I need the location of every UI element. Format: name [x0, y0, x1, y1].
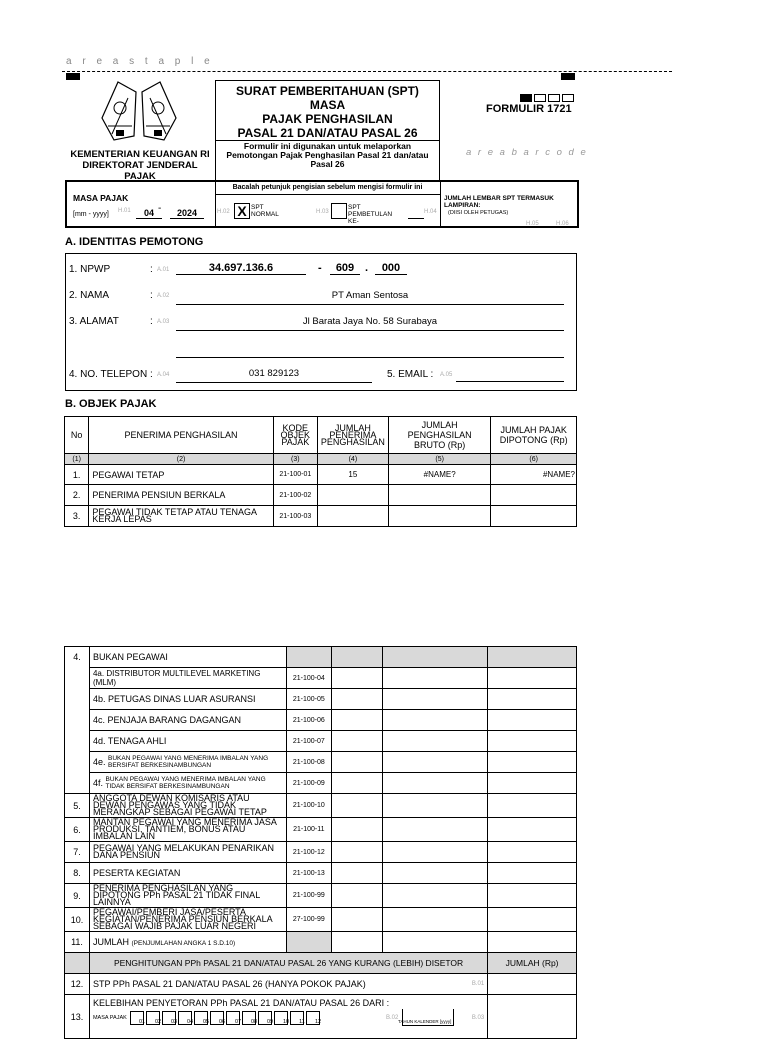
row-pajak[interactable]: [488, 884, 577, 908]
row-name-text: BUKAN PEGAWAI YANG MENERIMA IMBALAN YANG TIDAK BERSIFAT BERKESINAMBUNGAN: [105, 776, 266, 790]
calc-header: PENGHITUNGAN PPh PASAL 21 DAN/ATAU PASAL 26 YANG KURANG (LEBIH) DISETOR: [89, 953, 487, 974]
row-code: 21-100-05: [286, 689, 331, 710]
table-row-6: [65, 818, 577, 842]
jumlah-lembar-label: JUMLAH LEMBAR SPT TERMASUK LAMPIRAN:: [444, 195, 554, 209]
instruction-text: Bacalah petunjuk pengisian sebelum mengisi formulir ini: [232, 184, 423, 191]
row-no: 7.: [65, 842, 90, 863]
pembetulan-number-field[interactable]: [408, 218, 424, 219]
jumlah-note: (PENJUMLAHAN ANGKA 1 S.D.10): [131, 940, 236, 947]
row-code: 21-100-02: [273, 485, 317, 506]
month-num-12: 12: [314, 1019, 322, 1025]
row-bruto[interactable]: [388, 506, 491, 527]
month-num-08: 08: [250, 1019, 258, 1025]
month-num-09: 09: [266, 1019, 274, 1025]
row-name: [89, 668, 286, 689]
row-bruto-gray: [382, 647, 488, 668]
month-num-10: 10: [282, 1019, 290, 1025]
code-h06: H.06: [556, 221, 569, 227]
colnum-3: (3): [273, 454, 317, 465]
column-number-row: [65, 454, 577, 465]
table-row-4f: [65, 773, 577, 794]
table-row-10: [65, 908, 577, 932]
email-field[interactable]: [456, 381, 564, 382]
npwp-mid-field[interactable]: 609: [330, 262, 360, 275]
row-bruto[interactable]: [382, 842, 488, 863]
row-code: 27-100-99: [286, 908, 331, 932]
row-code: 21-100-06: [286, 710, 331, 731]
row-bruto[interactable]: [382, 932, 488, 953]
row-no: 6.: [65, 818, 90, 842]
row-bruto[interactable]: [382, 731, 488, 752]
objek-pajak-table-top: [64, 416, 577, 527]
month-num-11: 11: [299, 1019, 305, 1025]
alamat-colon: :: [150, 316, 153, 327]
table-row: [65, 485, 577, 506]
title-box: [215, 80, 440, 181]
masa-format: [mm - yyyy]: [73, 211, 109, 218]
row-bruto[interactable]: [382, 752, 488, 773]
code-h04: H.04: [424, 209, 437, 215]
row-code: 21-100-11: [286, 818, 331, 842]
row-pajak[interactable]: [488, 932, 577, 953]
row-no: 4.: [65, 647, 90, 794]
row-count[interactable]: [317, 485, 388, 506]
title-line-3: PAJAK PENGHASILAN: [262, 112, 393, 126]
code-h01: H.01: [118, 208, 131, 214]
ministry-name: [66, 149, 214, 182]
month-numbers: [134, 1019, 326, 1025]
code-a02: A.02: [157, 293, 170, 299]
row-code: 21-100-13: [286, 863, 331, 884]
row-count[interactable]: [331, 794, 382, 818]
row-pajak[interactable]: [488, 668, 577, 689]
code-a01: A.01: [157, 267, 170, 273]
spt-normal-checkbox[interactable]: X: [234, 203, 250, 219]
month-num-01: 01: [138, 1019, 146, 1025]
row-name: [89, 752, 286, 773]
masa-separator: -: [158, 203, 162, 214]
row-no: 11.: [65, 932, 90, 953]
row-bruto[interactable]: [388, 485, 491, 506]
row-bruto[interactable]: [382, 773, 488, 794]
section-a-title: A. IDENTITAS PEMOTONG: [65, 236, 204, 248]
row-count[interactable]: [331, 818, 382, 842]
row-name: PEGAWAI TIDAK TETAP ATAU TENAGA KERJA LEPAS: [89, 506, 273, 527]
masa-pajak-label: MASA PAJAK: [73, 193, 129, 203]
row-code-gray: [286, 932, 331, 953]
colnum-4: (4): [317, 454, 388, 465]
row-no: 5.: [65, 794, 90, 818]
row-pajak-gray: [488, 647, 577, 668]
ministry-line-1: KEMENTERIAN KEUANGAN RI: [70, 149, 210, 160]
table-row-4b: [65, 689, 577, 710]
row-name-text: STP PPh PASAL 21 DAN/ATAU PASAL 26 (HANYA POKOK PAJAK): [92, 979, 366, 989]
row-name: PENERIMA PENGHASILAN YANG DIPOTONG PPh PASAL 21 TIDAK FINAL LAINNYA: [89, 884, 286, 908]
row-pajak[interactable]: [488, 908, 577, 932]
npwp-end-field[interactable]: 000: [375, 262, 407, 275]
code-a03: A.03: [157, 319, 170, 325]
row-name-text: BUKAN PEGAWAI YANG MENERIMA IMBALAN YANG BERSIFAT BERKESINAMBUNGAN: [108, 755, 269, 769]
row-name-text: TENAGA AHLI: [107, 736, 167, 746]
row-bruto[interactable]: #NAME?: [388, 465, 491, 485]
row-pajak[interactable]: [488, 710, 577, 731]
row-no: 13.: [65, 995, 90, 1039]
alamat-label: 3. ALAMAT: [69, 316, 119, 327]
row-subno: 4d.: [92, 736, 106, 746]
row-name: PESERTA KEGIATAN: [89, 863, 286, 884]
masa-pajak-sub-label: MASA PAJAK: [92, 1015, 127, 1021]
title-line-4: PASAL 21 DAN/ATAU PASAL 26: [237, 126, 418, 140]
colnum-6: (6): [491, 454, 577, 465]
row-count[interactable]: [331, 884, 382, 908]
calc-header-blank: [65, 953, 90, 974]
table-row-4c: [65, 710, 577, 731]
registration-mark-left: [66, 73, 80, 80]
row-code-gray: [286, 647, 331, 668]
row-subno: 4e.: [92, 757, 106, 767]
row-pajak[interactable]: [488, 689, 577, 710]
row-pajak[interactable]: [488, 863, 577, 884]
row-name: BUKAN PEGAWAI: [89, 647, 286, 668]
table-row-4a: [65, 668, 577, 689]
row-name: PENERIMA PENSIUN BERKALA: [89, 485, 273, 506]
row-count[interactable]: [331, 842, 382, 863]
code-h02: H.02: [217, 209, 230, 215]
divider-1: [215, 180, 216, 228]
table-header-row: [65, 417, 577, 454]
objek-pajak-table-bottom: [64, 646, 577, 1039]
npwp-dash: -: [318, 262, 322, 274]
row-name-text: PENJAJA BARANG DAGANGAN: [107, 715, 242, 725]
ministry-line-2: DIREKTORAT JENDERAL: [82, 160, 198, 171]
telepon-label: 4. NO. TELEPON :: [69, 369, 153, 380]
row-no: 10.: [65, 908, 90, 932]
row-code: 21-100-04: [286, 668, 331, 689]
code-h05: H.05: [526, 221, 539, 227]
row-no: 1.: [65, 465, 89, 485]
code-b03: B.03: [471, 1015, 485, 1021]
table-row-12: [65, 974, 577, 995]
row-count[interactable]: [331, 773, 382, 794]
row-code: 21-100-10: [286, 794, 331, 818]
row-name: [89, 731, 286, 752]
row-subno: 4b.: [92, 694, 106, 704]
alamat-field[interactable]: Jl Barata Jaya No. 58 Surabaya: [176, 316, 564, 331]
row-no: 8.: [65, 863, 90, 884]
row-name: PEGAWAI YANG MELAKUKAN PENARIKAN DANA PENSIUN: [89, 842, 286, 863]
calc-header-row: [65, 953, 577, 974]
table-row: [65, 465, 577, 485]
row-pajak[interactable]: [488, 794, 577, 818]
month-num-04: 04: [186, 1019, 194, 1025]
row-name: [89, 689, 286, 710]
table-row-5: [65, 794, 577, 818]
row-name: [89, 932, 286, 953]
npwp-colon: :: [150, 264, 153, 275]
row-code: 21-100-03: [273, 506, 317, 527]
row-no: 12.: [65, 974, 90, 995]
telepon-field[interactable]: 031 829123: [176, 368, 372, 383]
row-count[interactable]: [317, 506, 388, 527]
row-count-gray: [331, 647, 382, 668]
ministry-line-3: PAJAK: [124, 171, 156, 182]
code-b02: B.02: [385, 1015, 399, 1021]
code-a05: A.05: [440, 372, 453, 378]
npwp-label: 1. NPWP: [69, 264, 111, 275]
alamat-field-line2[interactable]: [176, 357, 564, 358]
table-row-4e: [65, 752, 577, 773]
nama-label: 2. NAMA: [69, 290, 110, 301]
npwp-main-field[interactable]: 34.697.136.6: [176, 262, 306, 275]
row-bruto[interactable]: [382, 908, 488, 932]
row-name: [89, 995, 487, 1039]
code-b01: B.01: [471, 981, 485, 987]
row-pajak[interactable]: [488, 773, 577, 794]
masa-year-field[interactable]: 2024: [170, 208, 204, 219]
jumlah-label: JUMLAH: [92, 937, 129, 947]
row-code: 21-100-09: [286, 773, 331, 794]
row-subno: 4f.: [92, 778, 103, 788]
table-row-11: [65, 932, 577, 953]
spt-normal-label: SPT NORMAL: [251, 204, 279, 218]
row-pajak[interactable]: [488, 842, 577, 863]
registration-mark-right: [561, 73, 575, 80]
row-subno: 4a.: [92, 669, 105, 678]
spt-pembetulan-checkbox[interactable]: [331, 203, 347, 219]
colnum-2: (2): [89, 454, 273, 465]
row-no: 9.: [65, 884, 90, 908]
cut-line: [62, 71, 672, 72]
masa-month-field[interactable]: 04: [136, 208, 162, 219]
row-name-text: DISTRIBUTOR MULTILEVEL MARKETING (MLM): [92, 669, 261, 687]
colnum-1: (1): [65, 454, 89, 465]
row-bruto[interactable]: [382, 818, 488, 842]
table-row-7: [65, 842, 577, 863]
row-bruto[interactable]: [382, 668, 488, 689]
code-a04: A.04: [157, 372, 170, 378]
spt-pembetulan-label: SPT PEMBETULAN KE-: [348, 204, 393, 225]
table-row-4: [65, 647, 577, 668]
code-h03: H.03: [316, 209, 329, 215]
row-pajak[interactable]: [491, 506, 577, 527]
row-subno: 4c.: [92, 715, 105, 725]
title-line-2: MASA: [309, 98, 346, 112]
row-bruto[interactable]: [382, 710, 488, 731]
row-no: 3.: [65, 506, 89, 527]
month-num-02: 02: [154, 1019, 162, 1025]
row-amount[interactable]: [488, 995, 577, 1039]
row-code: 21-100-99: [286, 884, 331, 908]
row-name: PEGAWAI/PEMBERI JASA/PESERTA KEGIATAN/PENERIMA PENSIUN BERKALA SEBAGAI WAJIB PAJAK LUAR NEGERI: [89, 908, 286, 932]
row-count[interactable]: [331, 752, 382, 773]
ministry-logo-icon: [98, 78, 180, 146]
row-pajak[interactable]: [491, 485, 577, 506]
divider-2: [440, 180, 441, 228]
row-bruto[interactable]: [382, 794, 488, 818]
staple-area-label: a r e a s t a p l e: [66, 56, 214, 67]
row-name-text: KELEBIHAN PENYETORAN PPh PASAL 21 DAN/ATAU PASAL 26 DARI :: [92, 998, 390, 1008]
table-row-4d: [65, 731, 577, 752]
month-num-06: 06: [218, 1019, 226, 1025]
section-b-title: B. OBJEK PAJAK: [65, 398, 157, 410]
month-num-03: 03: [170, 1019, 178, 1025]
row-bruto[interactable]: [382, 689, 488, 710]
row-name: [89, 773, 286, 794]
table-row-8: [65, 863, 577, 884]
nama-colon: :: [150, 290, 153, 301]
title-line-1: SURAT PEMBERITAHUAN (SPT): [236, 84, 419, 98]
header-jumlah-penerima: JUMLAH PENERIMA PENGHASILAN: [317, 417, 388, 454]
header-bruto: JUMLAH PENGHASILAN BRUTO (Rp): [388, 417, 491, 454]
row-pajak[interactable]: [488, 818, 577, 842]
row-name: MANTAN PEGAWAI YANG MENERIMA JASA PRODUKSI, TANTIEM, BONUS ATAU IMBALAN LAIN: [89, 818, 286, 842]
row-no: 2.: [65, 485, 89, 506]
row-count[interactable]: [331, 863, 382, 884]
email-label: 5. EMAIL :: [387, 369, 434, 380]
row-pajak[interactable]: [488, 752, 577, 773]
month-num-05: 05: [202, 1019, 210, 1025]
form-code: FORMULIR 1721: [486, 103, 572, 115]
row-code: 21-100-12: [286, 842, 331, 863]
row-count[interactable]: [331, 710, 382, 731]
table-row-9: [65, 884, 577, 908]
form-subtitle: Formulir ini digunakan untuk melaporkan Pemotongan Pajak Penghasilan Pasal 21 dan/atau Pasal 26: [216, 140, 439, 169]
instruction-divider: [215, 194, 440, 195]
row-count[interactable]: 15: [317, 465, 388, 485]
row-code: 21-100-01: [273, 465, 317, 485]
header-no: No: [65, 417, 89, 454]
row-pajak[interactable]: [488, 731, 577, 752]
nama-field[interactable]: PT Aman Sentosa: [176, 290, 564, 305]
table-row-13: [65, 995, 577, 1039]
row-code: 21-100-07: [286, 731, 331, 752]
tahun-kalender-label: TAHUN KALENDER [yyyy]: [398, 1019, 452, 1024]
row-name: PEGAWAI TETAP: [89, 465, 273, 485]
header-kode: KODE OBJEK PAJAK: [273, 417, 317, 454]
header-penerima: PENERIMA PENGHASILAN: [89, 417, 273, 454]
row-count[interactable]: [331, 689, 382, 710]
row-bruto[interactable]: [382, 863, 488, 884]
row-name: [89, 710, 286, 731]
row-pajak[interactable]: #NAME?: [491, 465, 577, 485]
row-name: ANGGOTA DEWAN KOMISARIS ATAU DEWAN PENGAWAS YANG TIDAK MERANGKAP SEBAGAI PEGAWAI TETAP: [89, 794, 286, 818]
row-count[interactable]: [331, 668, 382, 689]
row-amount[interactable]: [488, 974, 577, 995]
row-count[interactable]: [331, 731, 382, 752]
row-name-text: PETUGAS DINAS LUAR ASURANSI: [108, 694, 256, 704]
row-code: 21-100-08: [286, 752, 331, 773]
table-row: [65, 506, 577, 527]
row-count[interactable]: [331, 908, 382, 932]
month-num-07: 07: [234, 1019, 242, 1025]
colnum-5: (5): [388, 454, 491, 465]
row-bruto[interactable]: [382, 884, 488, 908]
diisi-petugas-note: (DIISI OLEH PETUGAS): [448, 210, 509, 216]
row-name: [89, 974, 487, 995]
row-count[interactable]: [331, 932, 382, 953]
header-pajak: JUMLAH PAJAK DIPOTONG (Rp): [491, 417, 577, 454]
npwp-dot: .: [365, 262, 369, 274]
barcode-area-label: a r e a b a r c o d e: [466, 147, 588, 158]
calc-column-header: JUMLAH (Rp): [488, 953, 577, 974]
